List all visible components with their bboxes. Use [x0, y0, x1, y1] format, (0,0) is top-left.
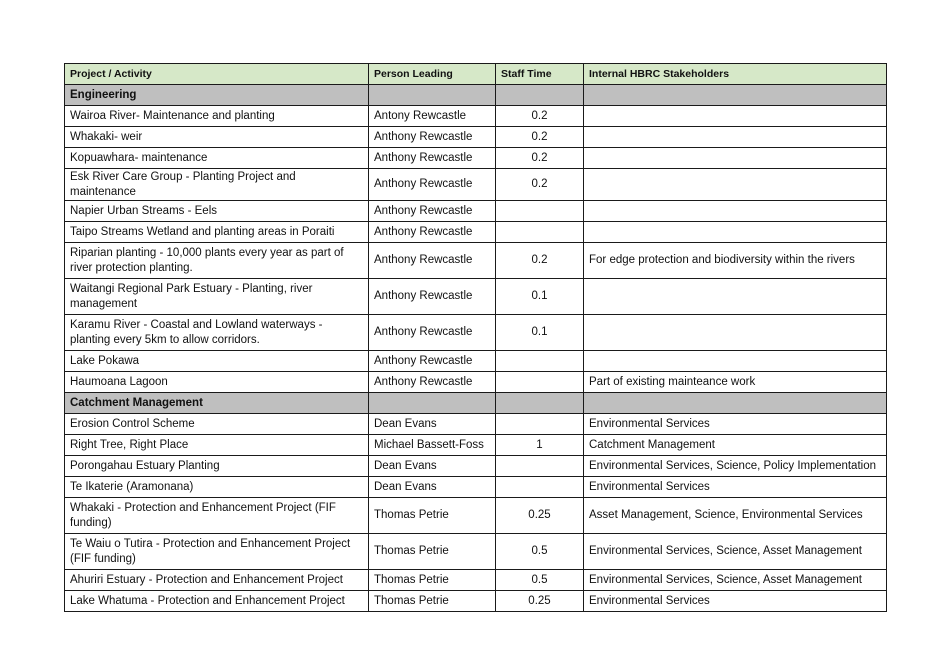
section-empty-cell — [369, 85, 496, 106]
cell-project: Taipo Streams Wetland and planting areas in Poraiti — [65, 222, 369, 243]
section-row — [65, 85, 887, 106]
table-row — [65, 372, 887, 393]
cell-staff-time: 0.2 — [496, 148, 584, 169]
cell-staff-time: 0.25 — [496, 498, 584, 534]
cell-person: Anthony Rewcastle — [369, 372, 496, 393]
cell-project: Te Ikaterie (Aramonana) — [65, 477, 369, 498]
cell-person: Thomas Petrie — [369, 498, 496, 534]
cell-stakeholders: Environmental Services, Science, Asset Management — [584, 570, 887, 591]
cell-person: Anthony Rewcastle — [369, 243, 496, 279]
header-staff-time: Staff Time — [496, 64, 584, 85]
table-row — [65, 222, 887, 243]
cell-staff-time: 0.2 — [496, 243, 584, 279]
cell-project: Te Waiu o Tutira - Protection and Enhancement Project (FIF funding) — [65, 534, 369, 570]
cell-staff-time — [496, 414, 584, 435]
cell-person: Michael Bassett-Foss — [369, 435, 496, 456]
section-empty-cell — [496, 393, 584, 414]
cell-person: Anthony Rewcastle — [369, 201, 496, 222]
table-row — [65, 456, 887, 477]
table-row — [65, 169, 887, 201]
header-person: Person Leading — [369, 64, 496, 85]
section-empty-cell — [496, 85, 584, 106]
cell-staff-time: 0.2 — [496, 106, 584, 127]
table-row — [65, 414, 887, 435]
cell-project: Whakaki- weir — [65, 127, 369, 148]
table-row — [65, 127, 887, 148]
cell-staff-time: 0.5 — [496, 534, 584, 570]
cell-stakeholders — [584, 279, 887, 315]
cell-person: Thomas Petrie — [369, 591, 496, 612]
cell-person: Thomas Petrie — [369, 570, 496, 591]
header-project: Project / Activity — [65, 64, 369, 85]
cell-stakeholders: Environmental Services — [584, 414, 887, 435]
section-title: Engineering — [65, 85, 369, 106]
cell-staff-time — [496, 351, 584, 372]
cell-project: Lake Pokawa — [65, 351, 369, 372]
table-row — [65, 534, 887, 570]
table-row — [65, 243, 887, 279]
cell-person: Dean Evans — [369, 414, 496, 435]
cell-staff-time — [496, 201, 584, 222]
cell-project: Esk River Care Group - Planting Project and maintenance — [65, 169, 369, 201]
cell-project: Lake Whatuma - Protection and Enhancement Project — [65, 591, 369, 612]
table-row — [65, 591, 887, 612]
cell-stakeholders — [584, 315, 887, 351]
table-row — [65, 279, 887, 315]
cell-person: Anthony Rewcastle — [369, 127, 496, 148]
section-title: Catchment Management — [65, 393, 369, 414]
cell-staff-time: 0.25 — [496, 591, 584, 612]
cell-stakeholders: Environmental Services — [584, 477, 887, 498]
cell-project: Ahuriri Estuary - Protection and Enhancement Project — [65, 570, 369, 591]
cell-stakeholders — [584, 201, 887, 222]
section-row — [65, 393, 887, 414]
cell-project: Kopuawhara- maintenance — [65, 148, 369, 169]
cell-person: Thomas Petrie — [369, 534, 496, 570]
cell-staff-time: 0.1 — [496, 315, 584, 351]
section-empty-cell — [369, 393, 496, 414]
cell-person: Dean Evans — [369, 477, 496, 498]
cell-person: Anthony Rewcastle — [369, 315, 496, 351]
table-row — [65, 477, 887, 498]
table-row — [65, 498, 887, 534]
cell-staff-time: 0.2 — [496, 169, 584, 201]
table-row — [65, 570, 887, 591]
cell-staff-time — [496, 477, 584, 498]
table-body — [65, 85, 887, 612]
cell-stakeholders — [584, 148, 887, 169]
cell-stakeholders: Asset Management, Science, Environmental Services — [584, 498, 887, 534]
cell-stakeholders: Catchment Management — [584, 435, 887, 456]
cell-person: Anthony Rewcastle — [369, 351, 496, 372]
cell-stakeholders: Environmental Services — [584, 591, 887, 612]
cell-staff-time: 0.2 — [496, 127, 584, 148]
cell-stakeholders: Environmental Services, Science, Policy Implementation — [584, 456, 887, 477]
table-row — [65, 351, 887, 372]
cell-staff-time: 0.5 — [496, 570, 584, 591]
project-table — [64, 63, 887, 612]
table-row — [65, 201, 887, 222]
cell-person: Anthony Rewcastle — [369, 222, 496, 243]
section-empty-cell — [584, 85, 887, 106]
cell-project: Riparian planting - 10,000 plants every year as part of river protection planting. — [65, 243, 369, 279]
cell-project: Porongahau Estuary Planting — [65, 456, 369, 477]
table-row — [65, 315, 887, 351]
table-row — [65, 435, 887, 456]
table-header-row — [65, 64, 887, 85]
table-row — [65, 148, 887, 169]
cell-stakeholders: For edge protection and biodiversity within the rivers — [584, 243, 887, 279]
cell-staff-time — [496, 372, 584, 393]
cell-stakeholders — [584, 127, 887, 148]
cell-person: Anthony Rewcastle — [369, 148, 496, 169]
cell-person: Dean Evans — [369, 456, 496, 477]
cell-project: Haumoana Lagoon — [65, 372, 369, 393]
cell-staff-time — [496, 222, 584, 243]
cell-project: Right Tree, Right Place — [65, 435, 369, 456]
cell-stakeholders — [584, 106, 887, 127]
cell-stakeholders: Part of existing mainteance work — [584, 372, 887, 393]
cell-person: Anthony Rewcastle — [369, 279, 496, 315]
cell-staff-time — [496, 456, 584, 477]
cell-person: Antony Rewcastle — [369, 106, 496, 127]
cell-stakeholders — [584, 222, 887, 243]
cell-project: Whakaki - Protection and Enhancement Project (FIF funding) — [65, 498, 369, 534]
table-row — [65, 106, 887, 127]
cell-stakeholders — [584, 169, 887, 201]
cell-staff-time: 1 — [496, 435, 584, 456]
cell-project: Napier Urban Streams - Eels — [65, 201, 369, 222]
header-stakeholders: Internal HBRC Stakeholders — [584, 64, 887, 85]
cell-project: Waitangi Regional Park Estuary - Planting, river management — [65, 279, 369, 315]
cell-project: Erosion Control Scheme — [65, 414, 369, 435]
cell-project: Karamu River - Coastal and Lowland waterways - planting every 5km to allow corridors. — [65, 315, 369, 351]
section-empty-cell — [584, 393, 887, 414]
cell-project: Wairoa River- Maintenance and planting — [65, 106, 369, 127]
cell-stakeholders — [584, 351, 887, 372]
cell-person: Anthony Rewcastle — [369, 169, 496, 201]
cell-staff-time: 0.1 — [496, 279, 584, 315]
cell-stakeholders: Environmental Services, Science, Asset Management — [584, 534, 887, 570]
